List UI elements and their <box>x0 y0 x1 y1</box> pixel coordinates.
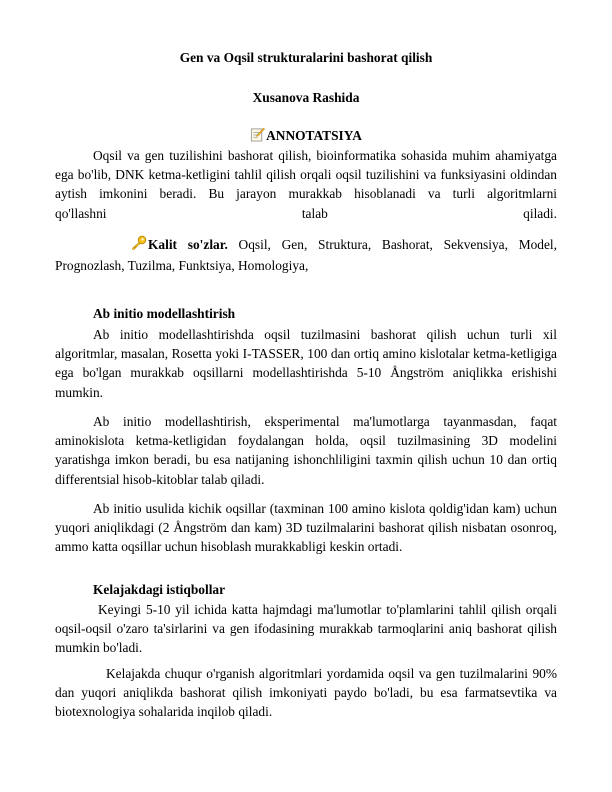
memo-icon <box>250 127 265 146</box>
section-heading-ab-initio: Ab initio modellashtirish <box>93 306 236 321</box>
annotation-heading-row <box>0 127 612 146</box>
annotation-paragraph-end: qo'llashni talab qiladi. <box>55 205 557 221</box>
future-paragraph-2: Kelajakda chuqur o'rganish algoritmlari yordamida oqsil va gen tuzilmalarini 90% dan yuqori aniqlikda bashorat qilish imkoniyati paydo bo'ladi, bu esa farmatsevtika va biotexnologiya sohalarida inqilob qiladi. <box>55 666 557 720</box>
author-name: Xusanova Rashida <box>252 90 360 105</box>
ab-initio-paragraph-3: Ab initio usulida kichik oqsillar (taxminan 100 amino kislota qoldig'idan kam) uchun yuqori aniqlikdagi (2 Ångström dan kam) 3D tuzilmalarini bashorat qilish nisbatan osonroq, ammo katta oqsillar uchun hisoblash murakkabligi keskin ortadi. <box>55 501 557 555</box>
future-paragraph-1: Keyingi 5-10 yil ichida katta hajmdagi ma'lumotlar to'plamlarini tahlil qilish orqali oqsil-oqsil o'zaro ta'sirlarini va gen ifodasining murakkab tarmoqlarini aniq bashorat qilish mumkin bo'ladi. <box>55 602 557 656</box>
annotation-heading: ANNOTATSIYA <box>266 128 362 143</box>
keywords-list: Oqsil, Gen, Struktura, Bashorat, Sekvensiya, Model, Prognozlash, Tuzilma, Funktsiya, Homologiya, <box>55 237 557 274</box>
ab-initio-paragraph-1: Ab initio modellashtirishda oqsil tuzilmasini bashorat qilish uchun turli xil algoritmlar, masalan, Rosetta yoki I-TASSER, 100 dan ortiq amino kislotalar ketma-ketligiga ega bo'lgan murakkab oqsillarni modellashtirishda 5-10 Ångström aniqlikka erishishi mumkin. <box>55 327 557 400</box>
ab-initio-paragraph-2: Ab initio modellashtirish, eksperimental ma'lumotlarga tayanmasdan, faqat aminokislota ketma-ketligidan foydalangan holda, oqsil tuzilmasining 3D modelini yaratishga imkon beradi, bu esa natijaning ishonchliligini taxmin qilish uchun 10 dan ortiq differentsial hisob-kitoblar talab qiladi. <box>55 414 557 487</box>
annotation-paragraph-main: Oqsil va gen tuzilishini bashorat qilish, bioinformatika sohasida muhim ahamiyatga ega bo'lib, DNK ketma-ketligini tahlil qilish orqali oqsil tuzilishini va funksiyasini oldindan aytish imkonini beradi. Bu jarayon murakkab hisoblanadi va turli algoritmlarni <box>55 148 557 202</box>
keywords-label: Kalit so'zlar. <box>148 237 228 252</box>
section-heading-future: Kelajakdagi istiqbollar <box>93 582 226 597</box>
key-icon <box>93 235 147 256</box>
document-title: Gen va Oqsil strukturalarini bashorat qilish <box>179 50 433 65</box>
keywords-paragraph <box>55 235 557 275</box>
